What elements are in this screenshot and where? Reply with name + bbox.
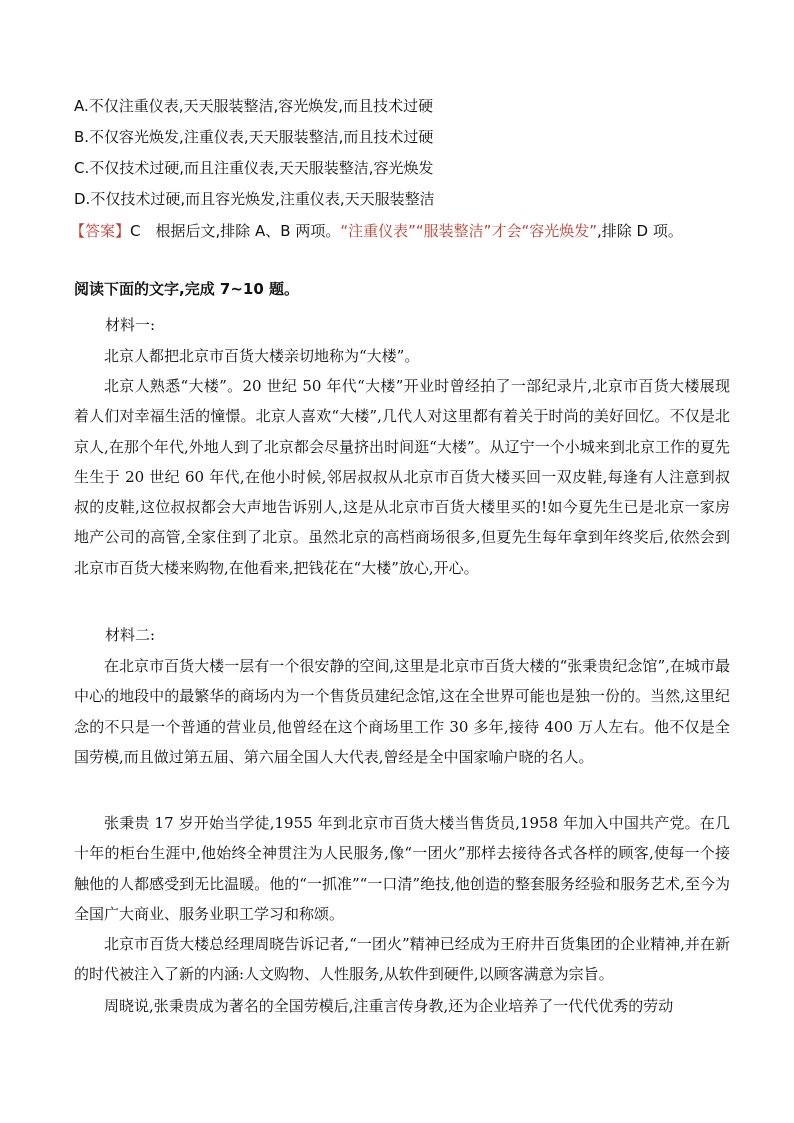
answer-highlight: “注重仪表”“服装整洁”才会“容光焕发” bbox=[340, 222, 597, 240]
material1-label: 材料一: bbox=[105, 316, 156, 334]
answer-tag: 【答案】 bbox=[70, 222, 131, 240]
option-c: C.不仅技术过硬,而且注重仪表,天天服装整洁,容光焕发 bbox=[74, 159, 434, 177]
option-d: D.不仅技术过硬,而且容光焕发,注重仪表,天天服装整洁 bbox=[74, 190, 435, 208]
option-b: B.不仅容光焕发,注重仪表,天天服装整洁,而且技术过硬 bbox=[74, 128, 434, 146]
material2-paragraph: 在北京市百货大楼一层有一个很安静的空间,这里是北京市百货大楼的“张秉贵纪念馆”,在城市最中心的地段中的最繁华的商场内为一个售货员建纪念馆,这在全世界可能也是独一份的。当然,这里纪念的不只是一个普通的营业员,他曾经在这个商场里工作 30 多年,接待 400 万人左右。他不仅是全国劳模,而且做过第五届、第六届全国人大代表,曾经是全中国家喻户晓的名人。 bbox=[74, 657, 730, 766]
section-heading: 阅读下面的文字,完成 7~10 题。 bbox=[74, 280, 300, 298]
answer-text: C 根据后文,排除 A、B 两项。 bbox=[130, 222, 341, 240]
option-a: A.不仅注重仪表,天天服装整洁,容光焕发,而且技术过硬 bbox=[74, 97, 434, 115]
answer-text-end: ,排除 D 项。 bbox=[597, 222, 683, 240]
material2-label: 材料二: bbox=[105, 626, 156, 644]
answer-block bbox=[70, 216, 730, 246]
material1-paragraph: 北京人都把北京市百货大楼亲切地称为“大楼”。 bbox=[104, 347, 420, 365]
material2-paragraph: 张秉贵 17 岁开始当学徒,1955 年到北京市百货大楼当售货员,1958 年加入中国共产党。在几十年的柜台生涯中,他始终全神贯注为人民服务,像“一团火”那样去接待各式各样的顾客,使每一个接触他的人都感受到无比温暖。他的“一抓准”“一口清”绝技,他创造的整套服务经验和服务艺术,至今为全国广大商业、服务业职工学习和称颂。 bbox=[74, 814, 730, 923]
material2-paragraph: 周晓说,张秉贵成为著名的全国劳模后,注重言传身教,还为企业培养了一代代优秀的劳动 bbox=[104, 997, 674, 1015]
material1-paragraph: 北京人熟悉“大楼”。20 世纪 50 年代“大楼”开业时曾经拍了一部纪录片,北京市百货大楼展现着人们对幸福生活的憧憬。北京人喜欢“大楼”,几代人对这里都有着关于时尚的美好回忆。不仅是北京人,在那个年代,外地人到了北京都会尽量挤出时间逛“大楼”。从辽宁一个小城来到北京工作的夏先生生于 20 世纪 60 年代,在他小时候,邻居叔叔从北京市百货大楼买回一双皮鞋,每逢有人注意到叔叔的皮鞋,这位叔叔都会大声地告诉别人,这是从北京市百货大楼里买的!如今夏先生已是北京一家房地产公司的高管,全家住到了北京。虽然北京的高档商场很多,但夏先生每年拿到年终奖后,依然会到北京市百货大楼来购物,在他看来,把钱花在“大楼”放心,开心。 bbox=[74, 377, 730, 577]
material2-paragraph: 北京市百货大楼总经理周晓告诉记者,“一团火”精神已经成为王府井百货集团的企业精神,并在新的时代被注入了新的内涵:人文购物、人性服务,从软件到硬件,以顾客满意为宗旨。 bbox=[74, 935, 730, 984]
